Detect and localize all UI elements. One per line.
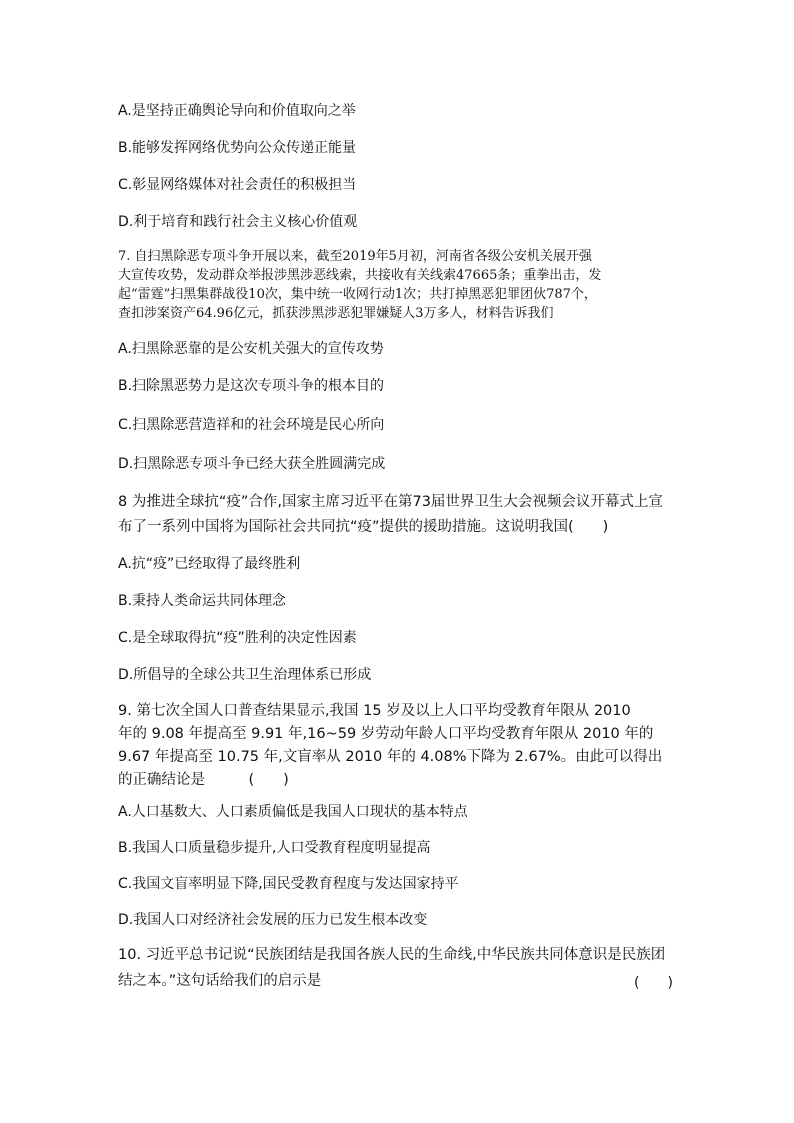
q9-option-a: A.人口基数大、人口素质偏低是我国人口现状的基本特点 xyxy=(118,804,468,820)
q9-stem-line-1: 9. 第七次全国人口普查结果显示,我国 15 岁及以上人口平均受教育年限从 2010 xyxy=(118,703,631,719)
q8-stem-line-1: 8 为推进全球抗“疫”合作,国家主席习近平在第73届世界卫生大会视频会议开幕式上宣 xyxy=(118,494,663,510)
q7-option-b: B.扫除黑恶势力是这次专项斗争的根本目的 xyxy=(118,378,385,394)
q9-option-c: C.我国文盲率明显下降,国民受教育程度与发达国家持平 xyxy=(118,876,459,892)
q6-option-c: C.彰显网络媒体对社会责任的积极担当 xyxy=(118,177,357,193)
q7-option-c: C.扫黑除恶营造祥和的社会环境是民心所向 xyxy=(118,417,385,433)
q10-answer-paren: ( ) xyxy=(634,975,673,991)
q7-option-a: A.扫黑除恶靠的是公安机关强大的宣传攻势 xyxy=(118,341,384,357)
q9-stem-line-2: 年的 9.08 年提高至 9.91 年,16~59 岁劳动年龄人口平均受教育年限从 2010 年的 xyxy=(118,726,654,742)
q8-option-b: B.秉持人类命运共同体理念 xyxy=(118,593,287,609)
q10-stem-line-2: 结之本。”这句话给我们的启示是 xyxy=(118,973,322,989)
q9-option-d: D.我国人口对经济社会发展的压力已发生根本改变 xyxy=(118,912,428,928)
q7-option-d: D.扫黑除恶专项斗争已经大获全胜圆满完成 xyxy=(118,456,386,472)
q7-stem-line-1: 7. 自扫黑除恶专项斗争开展以来，截至2019年5月初，河南省各级公安机关展开强 xyxy=(118,249,592,264)
q6-option-b: B.能够发挥网络优势向公众传递正能量 xyxy=(118,140,357,156)
q6-option-a: A.是坚持正确舆论导向和价值取向之举 xyxy=(118,103,356,119)
q8-stem-line-2: 布了一系列中国将为国际社会共同抗“疫”提供的援助措施。这说明我国( ) xyxy=(118,519,609,535)
q9-option-b: B.我国人口质量稳步提升,人口受教育程度明显提高 xyxy=(118,840,431,856)
q8-option-a: A.抗“疫”已经取得了最终胜利 xyxy=(118,556,301,572)
q8-option-c: C.是全球取得抗“疫”胜利的决定性因素 xyxy=(118,630,357,646)
q10-stem-line-1: 10. 习近平总书记说“民族团结是我国各族人民的生命线,中华民族共同体意识是民族团 xyxy=(118,947,666,963)
q7-stem-line-2: 大宣传攻势，发动群众举报涉黑涉恶线索，共接收有关线索47665条；重拳出击，发 xyxy=(118,268,602,283)
q6-option-d: D.利于培育和践行社会主义核心价值观 xyxy=(118,214,358,230)
q9-stem-line-3: 9.67 年提高至 10.75 年,文盲率从 2010 年的 4.08%下降为 2.67%。由此可以得出 xyxy=(118,749,663,765)
q7-stem-line-4: 查扣涉案资产64.96亿元，抓获涉黑涉恶犯罪嫌疑人3万多人，材料告诉我们 xyxy=(118,306,554,321)
q7-stem-line-3: 起“雷霆”扫黑集群战役10次，集中统一收网行动1次；共打掉黑恶犯罪团伙787个， xyxy=(118,287,597,302)
q8-option-d: D.所倡导的全球公共卫生治理体系已形成 xyxy=(118,667,372,683)
q9-stem-line-4: 的正确结论是 ( ) xyxy=(118,772,289,788)
